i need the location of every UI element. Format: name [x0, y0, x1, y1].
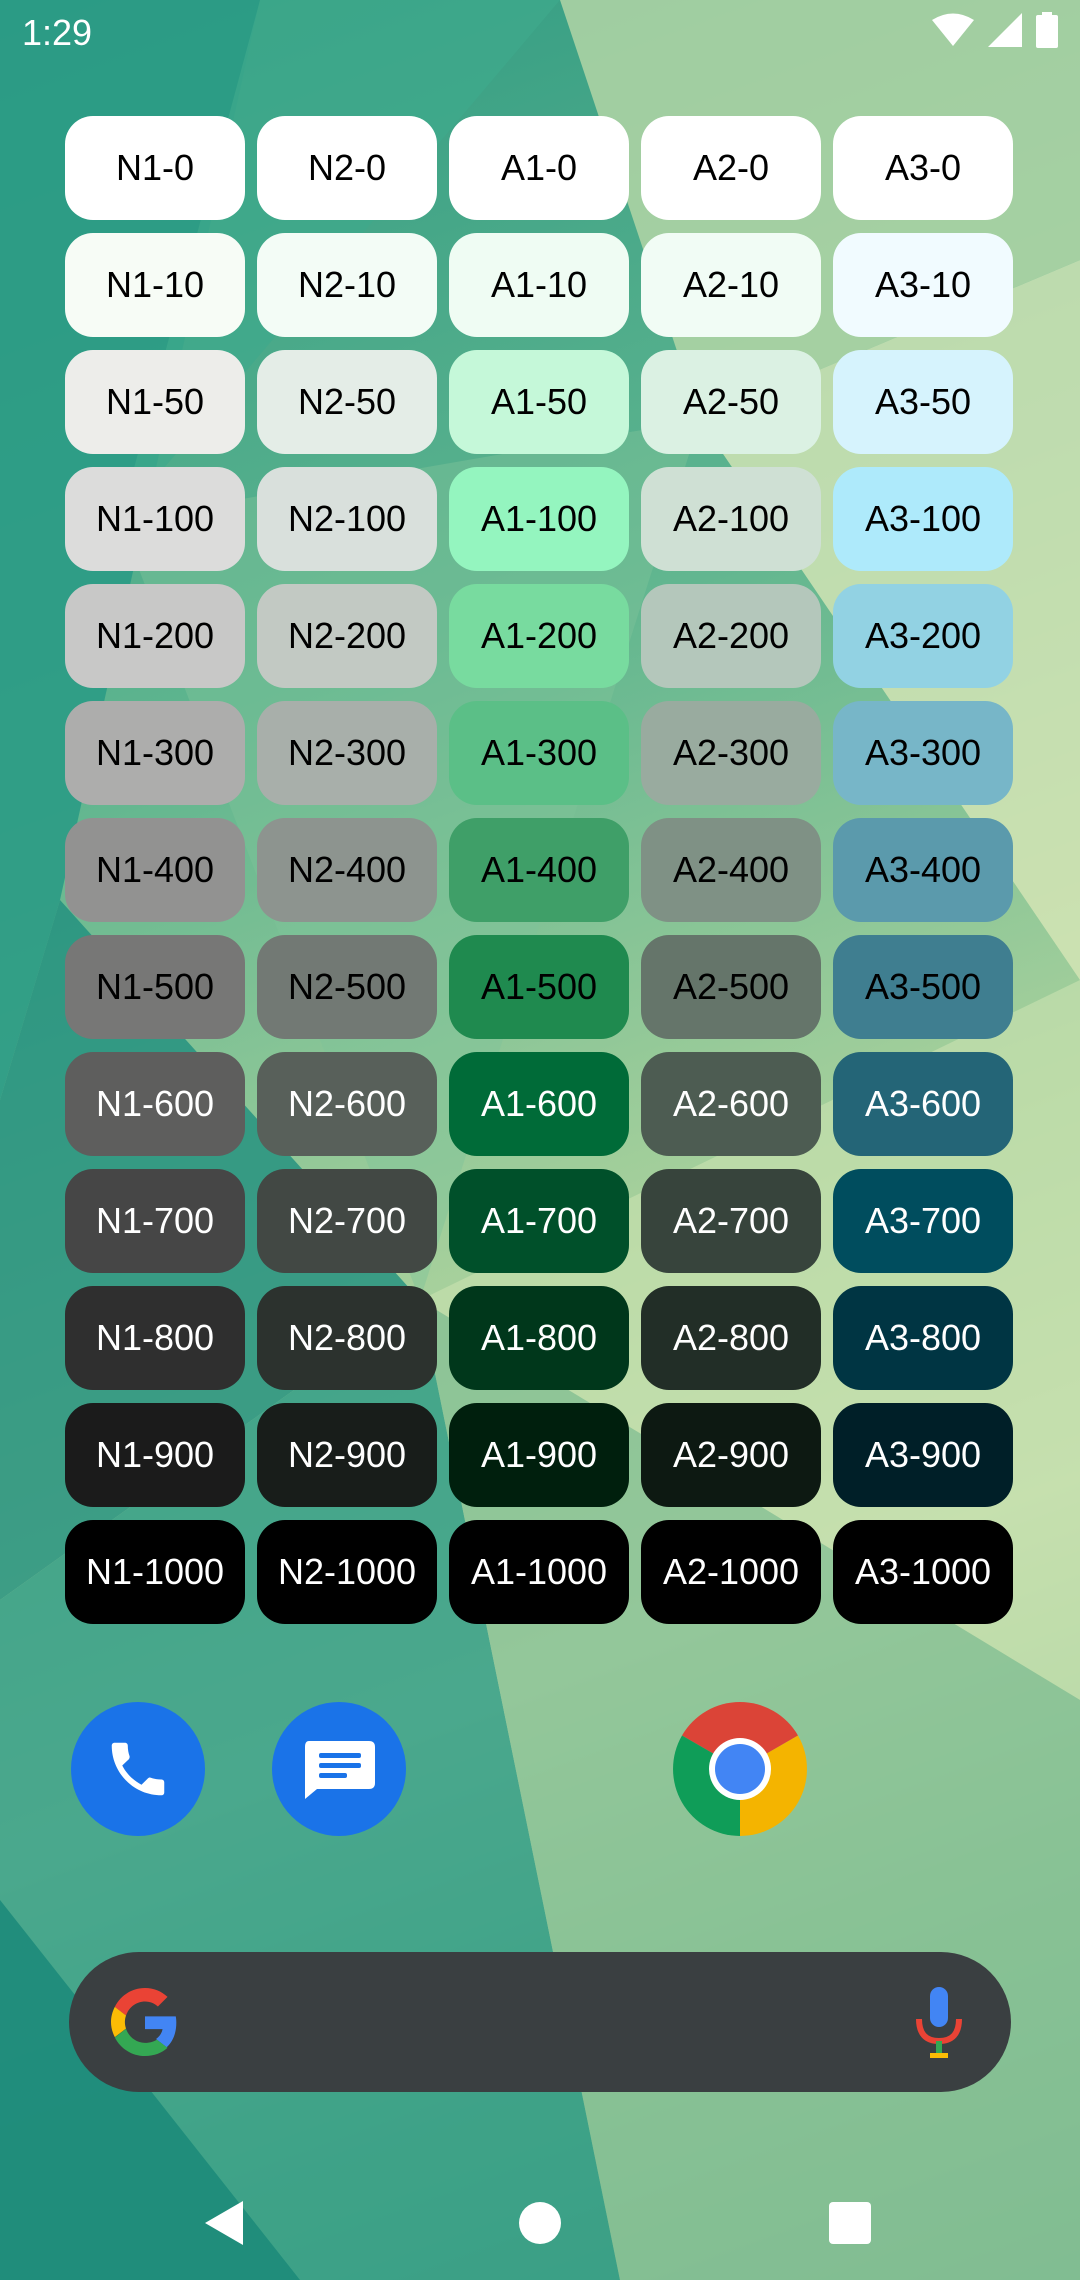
navigation-bar: [0, 2166, 1080, 2280]
swatch-a3-1000[interactable]: A3-1000: [833, 1520, 1013, 1624]
swatch-n1-300[interactable]: N1-300: [65, 701, 245, 805]
google-g-icon: [111, 1988, 179, 2061]
swatch-a3-900[interactable]: A3-900: [833, 1403, 1013, 1507]
swatch-n1-600[interactable]: N1-600: [65, 1052, 245, 1156]
swatch-n2-0[interactable]: N2-0: [257, 116, 437, 220]
swatch-n2-900[interactable]: N2-900: [257, 1403, 437, 1507]
swatch-n2-700[interactable]: N2-700: [257, 1169, 437, 1273]
swatch-a3-100[interactable]: A3-100: [833, 467, 1013, 571]
swatch-a1-100[interactable]: A1-100: [449, 467, 629, 571]
swatch-a3-200[interactable]: A3-200: [833, 584, 1013, 688]
swatch-a2-800[interactable]: A2-800: [641, 1286, 821, 1390]
swatch-a1-300[interactable]: A1-300: [449, 701, 629, 805]
messages-icon: [301, 1737, 377, 1801]
google-search-bar[interactable]: [69, 1952, 1011, 2092]
swatch-n1-0[interactable]: N1-0: [65, 116, 245, 220]
cell-signal-icon: [988, 13, 1022, 52]
messages-app-icon[interactable]: [272, 1702, 406, 1836]
swatch-a2-900[interactable]: A2-900: [641, 1403, 821, 1507]
wifi-icon: [932, 13, 974, 52]
recents-icon: [829, 2202, 871, 2244]
swatch-a1-800[interactable]: A1-800: [449, 1286, 629, 1390]
swatch-n2-600[interactable]: N2-600: [257, 1052, 437, 1156]
swatch-a2-500[interactable]: A2-500: [641, 935, 821, 1039]
swatch-a3-600[interactable]: A3-600: [833, 1052, 1013, 1156]
swatch-a2-600[interactable]: A2-600: [641, 1052, 821, 1156]
chrome-icon: [673, 1702, 807, 1836]
swatch-n1-800[interactable]: N1-800: [65, 1286, 245, 1390]
swatch-a2-10[interactable]: A2-10: [641, 233, 821, 337]
swatch-n1-1000[interactable]: N1-1000: [65, 1520, 245, 1624]
swatch-a1-200[interactable]: A1-200: [449, 584, 629, 688]
chrome-app-icon[interactable]: [673, 1702, 807, 1836]
swatch-a3-800[interactable]: A3-800: [833, 1286, 1013, 1390]
swatch-a3-0[interactable]: A3-0: [833, 116, 1013, 220]
swatch-a3-700[interactable]: A3-700: [833, 1169, 1013, 1273]
swatch-a1-50[interactable]: A1-50: [449, 350, 629, 454]
swatch-n1-500[interactable]: N1-500: [65, 935, 245, 1039]
swatch-a3-50[interactable]: A3-50: [833, 350, 1013, 454]
phone-icon: [103, 1734, 173, 1804]
dock: [0, 1702, 1080, 1838]
swatch-a2-50[interactable]: A2-50: [641, 350, 821, 454]
swatch-a2-300[interactable]: A2-300: [641, 701, 821, 805]
swatch-a1-400[interactable]: A1-400: [449, 818, 629, 922]
swatch-n2-50[interactable]: N2-50: [257, 350, 437, 454]
color-swatch-grid: [65, 116, 1013, 1624]
swatch-a3-500[interactable]: A3-500: [833, 935, 1013, 1039]
swatch-a2-700[interactable]: A2-700: [641, 1169, 821, 1273]
swatch-a2-0[interactable]: A2-0: [641, 116, 821, 220]
swatch-a3-400[interactable]: A3-400: [833, 818, 1013, 922]
swatch-n2-10[interactable]: N2-10: [257, 233, 437, 337]
swatch-a1-700[interactable]: A1-700: [449, 1169, 629, 1273]
swatch-a1-10[interactable]: A1-10: [449, 233, 629, 337]
swatch-a2-1000[interactable]: A2-1000: [641, 1520, 821, 1624]
swatch-a2-200[interactable]: A2-200: [641, 584, 821, 688]
swatch-n1-200[interactable]: N1-200: [65, 584, 245, 688]
back-button[interactable]: [190, 2188, 260, 2258]
swatch-n2-500[interactable]: N2-500: [257, 935, 437, 1039]
swatch-a1-600[interactable]: A1-600: [449, 1052, 629, 1156]
swatch-n2-100[interactable]: N2-100: [257, 467, 437, 571]
swatch-n2-200[interactable]: N2-200: [257, 584, 437, 688]
swatch-a1-900[interactable]: A1-900: [449, 1403, 629, 1507]
swatch-n1-50[interactable]: N1-50: [65, 350, 245, 454]
swatch-a1-0[interactable]: A1-0: [449, 116, 629, 220]
swatch-a2-400[interactable]: A2-400: [641, 818, 821, 922]
home-icon: [518, 2201, 562, 2245]
swatch-a1-1000[interactable]: A1-1000: [449, 1520, 629, 1624]
recents-button[interactable]: [815, 2188, 885, 2258]
battery-icon: [1036, 12, 1058, 53]
swatch-n2-800[interactable]: N2-800: [257, 1286, 437, 1390]
swatch-n2-400[interactable]: N2-400: [257, 818, 437, 922]
swatch-n2-300[interactable]: N2-300: [257, 701, 437, 805]
back-icon: [203, 2199, 247, 2247]
status-bar: [0, 0, 1080, 66]
swatch-n1-10[interactable]: N1-10: [65, 233, 245, 337]
phone-app-icon[interactable]: [71, 1702, 205, 1836]
swatch-a2-100[interactable]: A2-100: [641, 467, 821, 571]
swatch-a1-500[interactable]: A1-500: [449, 935, 629, 1039]
mic-icon[interactable]: [913, 1985, 965, 2066]
swatch-n1-400[interactable]: N1-400: [65, 818, 245, 922]
swatch-a3-300[interactable]: A3-300: [833, 701, 1013, 805]
home-button[interactable]: [505, 2188, 575, 2258]
swatch-n1-900[interactable]: N1-900: [65, 1403, 245, 1507]
swatch-n1-100[interactable]: N1-100: [65, 467, 245, 571]
swatch-n2-1000[interactable]: N2-1000: [257, 1520, 437, 1624]
swatch-a3-10[interactable]: A3-10: [833, 233, 1013, 337]
swatch-n1-700[interactable]: N1-700: [65, 1169, 245, 1273]
status-time: 1:29: [22, 12, 93, 53]
